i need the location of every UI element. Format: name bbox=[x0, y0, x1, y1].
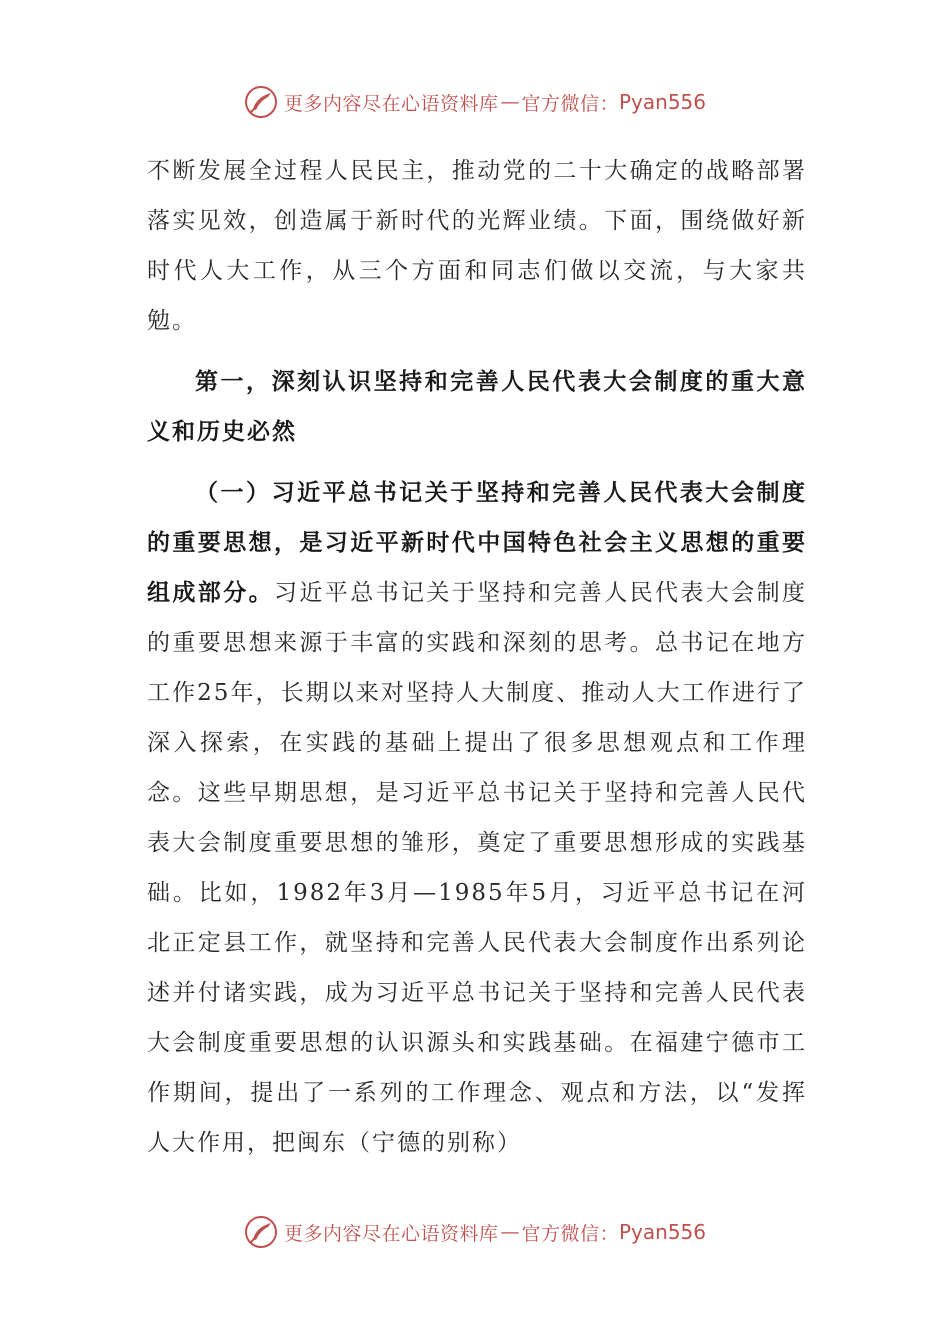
pen-scroll-logo-icon bbox=[244, 1215, 278, 1249]
footer-dash: — bbox=[500, 1221, 520, 1243]
paragraph-2-text: 习近平总书记关于坚持和完善人民代表大会制度的重要思想来源于丰富的实践和深刻的思考。总书记在地方工作25年，长期以来对坚持人大制度、推动人大工作进行了深入探索，在实践的基础上提出了很多思想观点和工作理念。这些早期思想，是习近平总书记关于坚持和完善人民代表大会制度重要思想的雏形，奠定了重要思想形成的实践基础。比如，1982年3月—1985年5月，习近平总书记在河北正定县工作，就坚持和完善人民代表大会制度作出系列论述并付诸实践，成为习近平总书记关于坚持和完善人民代表大会制度重要思想的认识源头和实践基础。在福建宁德市工作期间，提出了一系列的工作理念、观点和方法，以“发挥人大作用，把闽东（宁德的别称） bbox=[147, 580, 807, 1156]
header-label: 官方微信： bbox=[521, 92, 619, 115]
paragraph-2 bbox=[147, 468, 807, 1168]
footer-label: 官方微信： bbox=[521, 1222, 619, 1245]
document-body bbox=[147, 146, 807, 1168]
section-heading-1: 第一，深刻认识坚持和完善人民代表大会制度的重大意义和历史必然 bbox=[147, 369, 807, 445]
header-account: Pyan556 bbox=[619, 90, 707, 114]
pen-scroll-logo-icon bbox=[244, 85, 278, 119]
paragraph-1: 不断发展全过程人民民主，推动党的二十大确定的战略部署落实见效，创造属于新时代的光辉业绩。下面，围绕做好新时代人大工作，从三个方面和同志们做以交流，与大家共勉。 bbox=[147, 158, 807, 334]
header-text: 更多内容尽在心语资料库 bbox=[283, 92, 499, 115]
footer-text: 更多内容尽在心语资料库 bbox=[283, 1222, 499, 1245]
footer-banner bbox=[0, 1212, 950, 1252]
footer-account: Pyan556 bbox=[619, 1220, 707, 1244]
subsection-heading-1: （一）习近平总书记关于坚持和完善人民代表大会制度的重要思想，是习近平新时代中国特色社会主义思想的重要组成部分。 bbox=[147, 480, 807, 606]
header-dash: — bbox=[500, 91, 520, 113]
header-banner bbox=[0, 82, 950, 122]
